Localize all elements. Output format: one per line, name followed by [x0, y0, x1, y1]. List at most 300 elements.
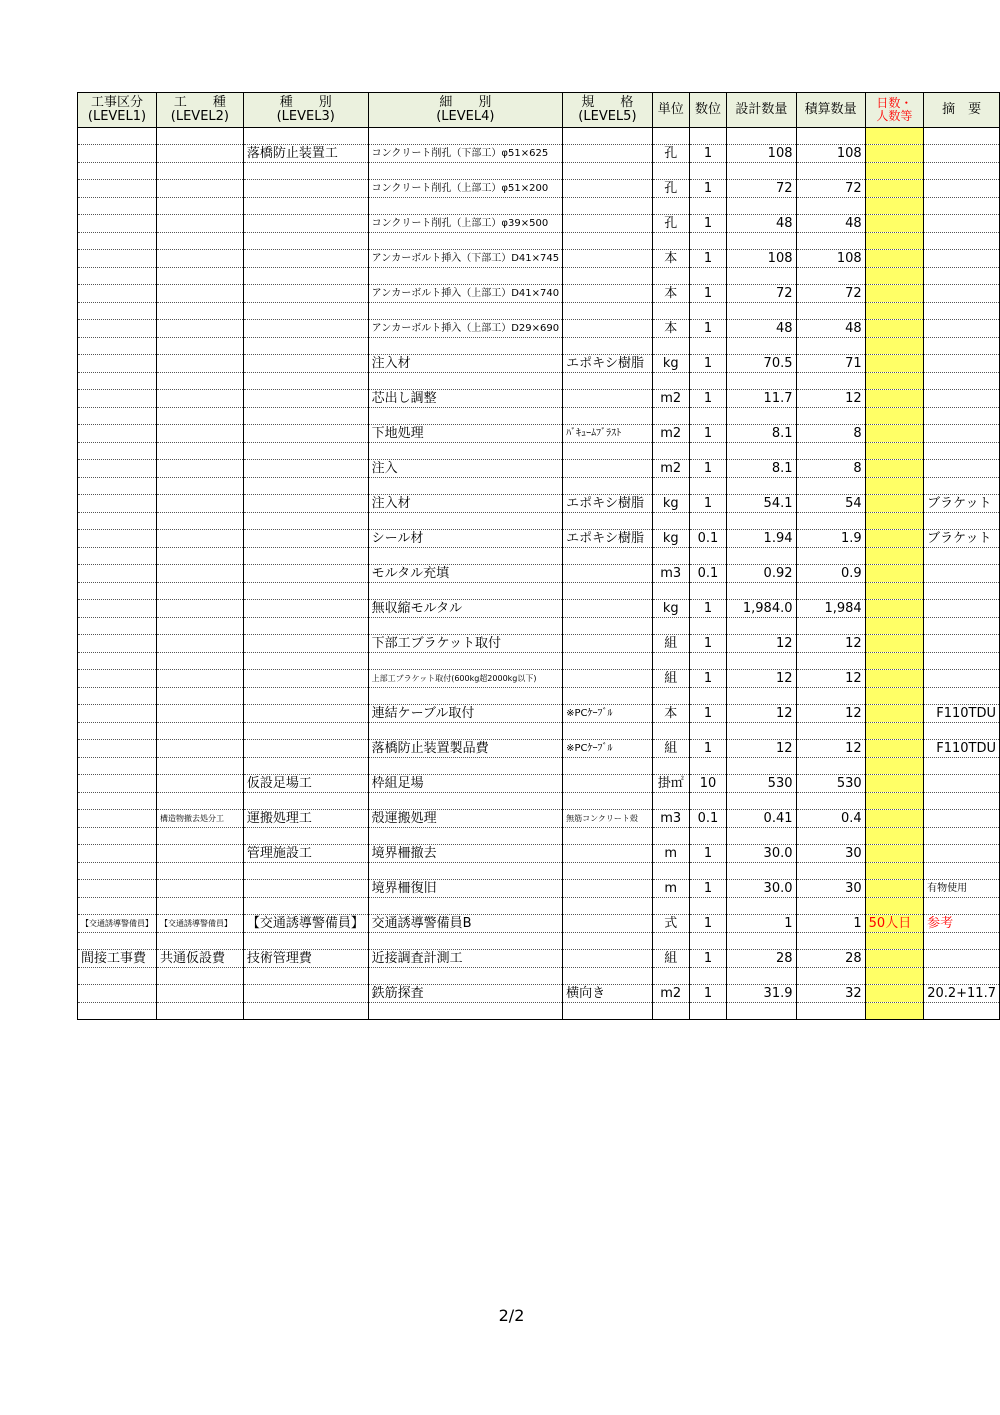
cell-l4: 芯出し調整 — [368, 390, 563, 408]
cell-days — [865, 460, 924, 478]
cell-l2 — [157, 355, 244, 373]
cell-num: 1 — [689, 670, 727, 688]
cell-days — [865, 250, 924, 268]
cell-note: 参考 — [924, 915, 1000, 933]
spacer-row — [78, 758, 1000, 775]
spacer-row — [78, 303, 1000, 320]
cell-l5 — [563, 775, 653, 793]
spacer-row — [78, 688, 1000, 705]
cell-l1 — [78, 705, 157, 723]
cell-l1 — [78, 880, 157, 898]
cell-l3 — [243, 250, 368, 268]
cell-l5: 無筋コンクリート殻 — [563, 810, 653, 828]
cell-unit: 式 — [652, 915, 689, 933]
cell-design: 30.0 — [727, 845, 796, 863]
cell-l4: 下部工ブラケット取付 — [368, 635, 563, 653]
cell-note — [924, 670, 1000, 688]
cell-l5: エポキシ樹脂 — [563, 355, 653, 373]
cell-days — [865, 565, 924, 583]
cell-unit: 組 — [652, 740, 689, 758]
cell-l2 — [157, 215, 244, 233]
cell-unit: 本 — [652, 320, 689, 338]
cell-design: 12 — [727, 670, 796, 688]
cell-l2: 構造物撤去処分工 — [157, 810, 244, 828]
cell-l2 — [157, 565, 244, 583]
cell-l4: 注入材 — [368, 495, 563, 513]
cell-est: 12 — [796, 670, 865, 688]
cell-days — [865, 180, 924, 198]
cell-l4: 連結ケーブル取付 — [368, 705, 563, 723]
cell-l1 — [78, 215, 157, 233]
header-row — [78, 93, 1000, 128]
table-row — [78, 390, 1000, 408]
cell-unit: 組 — [652, 670, 689, 688]
table-row — [78, 915, 1000, 933]
cell-num: 1 — [689, 705, 727, 723]
table-row — [78, 530, 1000, 548]
cell-note — [924, 810, 1000, 828]
header-level5: 規 格 (LEVEL5) — [563, 93, 653, 128]
cell-days: 50人日 — [865, 915, 924, 933]
cell-days — [865, 600, 924, 618]
table-row — [78, 565, 1000, 583]
cell-est: 108 — [796, 145, 865, 163]
cell-design: 12 — [727, 740, 796, 758]
cell-l2 — [157, 985, 244, 1003]
cell-num: 1 — [689, 985, 727, 1003]
table-row — [78, 950, 1000, 968]
cell-l3 — [243, 985, 368, 1003]
cell-note — [924, 320, 1000, 338]
cell-l1 — [78, 600, 157, 618]
cell-note — [924, 390, 1000, 408]
cell-l4: コンクリート削孔（下部工）φ51×625 — [368, 145, 563, 163]
cell-design: 54.1 — [727, 495, 796, 513]
cell-est: 71 — [796, 355, 865, 373]
cell-num: 1 — [689, 880, 727, 898]
cell-num: 1 — [689, 355, 727, 373]
cell-l1 — [78, 320, 157, 338]
cell-unit: 本 — [652, 285, 689, 303]
cell-l1: 【交通誘導警備員】 — [78, 915, 157, 933]
cell-l2 — [157, 775, 244, 793]
cell-l1: 間接工事費 — [78, 950, 157, 968]
cell-num: 1 — [689, 390, 727, 408]
cell-days — [865, 985, 924, 1003]
cell-l3 — [243, 635, 368, 653]
cell-days — [865, 285, 924, 303]
cell-days — [865, 670, 924, 688]
cell-design: 12 — [727, 635, 796, 653]
cell-days — [865, 215, 924, 233]
cell-note: ブラケット — [924, 530, 1000, 548]
cell-note — [924, 355, 1000, 373]
cell-design: 70.5 — [727, 355, 796, 373]
cell-num: 1 — [689, 285, 727, 303]
cell-l2 — [157, 740, 244, 758]
table-row — [78, 180, 1000, 198]
cell-l3 — [243, 495, 368, 513]
table-row — [78, 705, 1000, 723]
cell-l5 — [563, 180, 653, 198]
header-note: 摘 要 — [924, 93, 1000, 128]
cell-est: 72 — [796, 285, 865, 303]
cell-unit: 孔 — [652, 145, 689, 163]
table-row — [78, 775, 1000, 793]
spacer-row — [78, 233, 1000, 250]
cell-l1 — [78, 495, 157, 513]
cell-num: 1 — [689, 215, 727, 233]
spacer-row — [78, 723, 1000, 740]
cell-l2 — [157, 250, 244, 268]
cell-l5 — [563, 915, 653, 933]
cell-l5: ﾊﾞｷｭｰﾑﾌﾞﾗｽﾄ — [563, 425, 653, 443]
cell-l1 — [78, 180, 157, 198]
cell-l5 — [563, 635, 653, 653]
cell-l4: 注入材 — [368, 355, 563, 373]
cell-num: 0.1 — [689, 810, 727, 828]
cell-l2 — [157, 670, 244, 688]
cell-est: 48 — [796, 215, 865, 233]
cell-num: 1 — [689, 495, 727, 513]
cell-num: 1 — [689, 250, 727, 268]
cell-l2 — [157, 495, 244, 513]
cell-l4: 鉄筋探査 — [368, 985, 563, 1003]
table-row — [78, 985, 1000, 1003]
cell-l5: エポキシ樹脂 — [563, 530, 653, 548]
table-row — [78, 810, 1000, 828]
cell-note — [924, 775, 1000, 793]
cell-design: 1,984.0 — [727, 600, 796, 618]
cell-days — [865, 320, 924, 338]
table-body — [78, 128, 1000, 1020]
header-unit: 単位 — [652, 93, 689, 128]
cell-unit: 孔 — [652, 180, 689, 198]
cell-num: 10 — [689, 775, 727, 793]
cell-design: 48 — [727, 215, 796, 233]
table-row — [78, 845, 1000, 863]
cell-l1 — [78, 145, 157, 163]
cell-l3: 技術管理費 — [243, 950, 368, 968]
cell-days — [865, 425, 924, 443]
cell-l3 — [243, 880, 368, 898]
cell-est: 54 — [796, 495, 865, 513]
header-days: 日数・ 人数等 — [865, 93, 924, 128]
cell-l2 — [157, 600, 244, 618]
cell-days — [865, 530, 924, 548]
cell-l3 — [243, 285, 368, 303]
cell-l5: ※PCｹｰﾌﾞﾙ — [563, 740, 653, 758]
cell-unit: m3 — [652, 565, 689, 583]
cell-unit: m2 — [652, 390, 689, 408]
cell-unit: m2 — [652, 985, 689, 1003]
cell-l4: 近接調査計測工 — [368, 950, 563, 968]
spacer-row — [78, 828, 1000, 845]
cell-est: 530 — [796, 775, 865, 793]
cell-l4: コンクリート削孔（上部工）φ51×200 — [368, 180, 563, 198]
cell-est: 48 — [796, 320, 865, 338]
spacer-row — [78, 408, 1000, 425]
cell-est: 32 — [796, 985, 865, 1003]
cell-l2: 【交通誘導警備員】 — [157, 915, 244, 933]
cell-l4: 注入 — [368, 460, 563, 478]
cell-l1 — [78, 810, 157, 828]
spacer-row — [78, 163, 1000, 180]
cell-design: 30.0 — [727, 880, 796, 898]
cell-l2 — [157, 390, 244, 408]
cell-l2 — [157, 530, 244, 548]
spacer-row — [78, 443, 1000, 460]
cell-design: 72 — [727, 285, 796, 303]
quantity-table — [77, 92, 1000, 1020]
cell-l4: アンカーボルト挿入（上部工）D29×690 — [368, 320, 563, 338]
cell-est: 28 — [796, 950, 865, 968]
cell-est: 30 — [796, 880, 865, 898]
cell-l5 — [563, 285, 653, 303]
cell-l4: 殻運搬処理 — [368, 810, 563, 828]
cell-l5 — [563, 600, 653, 618]
cell-num: 1 — [689, 145, 727, 163]
header-est-qty: 積算数量 — [796, 93, 865, 128]
spacer-row — [78, 548, 1000, 565]
cell-note: F110TDU — [924, 740, 1000, 758]
cell-l3: 運搬処理工 — [243, 810, 368, 828]
cell-design: 72 — [727, 180, 796, 198]
page-number: 2/2 — [498, 1306, 525, 1325]
cell-l5 — [563, 145, 653, 163]
table-row — [78, 635, 1000, 653]
cell-l5 — [563, 215, 653, 233]
cell-num: 1 — [689, 740, 727, 758]
cell-l3 — [243, 320, 368, 338]
cell-l3 — [243, 215, 368, 233]
cell-est: 12 — [796, 740, 865, 758]
cell-l1 — [78, 565, 157, 583]
cell-l5 — [563, 880, 653, 898]
cell-l2: 共通仮設費 — [157, 950, 244, 968]
table-row — [78, 740, 1000, 758]
cell-days — [865, 775, 924, 793]
cell-design: 8.1 — [727, 460, 796, 478]
cell-note — [924, 950, 1000, 968]
cell-num: 1 — [689, 425, 727, 443]
cell-l1 — [78, 285, 157, 303]
cell-l1 — [78, 390, 157, 408]
cell-num: 1 — [689, 950, 727, 968]
cell-unit: 孔 — [652, 215, 689, 233]
cell-unit: kg — [652, 495, 689, 513]
table-row — [78, 495, 1000, 513]
cell-l3 — [243, 670, 368, 688]
cell-l4: モルタル充填 — [368, 565, 563, 583]
cell-l1 — [78, 460, 157, 478]
table-row — [78, 880, 1000, 898]
cell-l1 — [78, 670, 157, 688]
cell-design: 530 — [727, 775, 796, 793]
cell-note — [924, 460, 1000, 478]
cell-note — [924, 425, 1000, 443]
table-row — [78, 355, 1000, 373]
cell-est: 0.4 — [796, 810, 865, 828]
cell-l2 — [157, 845, 244, 863]
cell-l5 — [563, 950, 653, 968]
cell-l4: 交通誘導警備員B — [368, 915, 563, 933]
cell-l4: コンクリート削孔（上部工）φ39×500 — [368, 215, 563, 233]
header-num: 数位 — [689, 93, 727, 128]
cell-unit: m3 — [652, 810, 689, 828]
cell-l5: ※PCｹｰﾌﾞﾙ — [563, 705, 653, 723]
header-level1: 工事区分 (LEVEL1) — [78, 93, 157, 128]
cell-l2 — [157, 425, 244, 443]
cell-design: 108 — [727, 145, 796, 163]
cell-l4: 境界柵復旧 — [368, 880, 563, 898]
cell-design: 48 — [727, 320, 796, 338]
cell-num: 1 — [689, 180, 727, 198]
cell-est: 0.9 — [796, 565, 865, 583]
cell-days — [865, 740, 924, 758]
cell-unit: 組 — [652, 950, 689, 968]
cell-num: 0.1 — [689, 530, 727, 548]
spacer-row — [78, 618, 1000, 635]
cell-note — [924, 145, 1000, 163]
cell-l2 — [157, 460, 244, 478]
cell-l5 — [563, 390, 653, 408]
cell-l4: 無収縮モルタル — [368, 600, 563, 618]
cell-num: 1 — [689, 600, 727, 618]
table-row — [78, 250, 1000, 268]
cell-est: 1.9 — [796, 530, 865, 548]
cell-num: 0.1 — [689, 565, 727, 583]
cell-l3 — [243, 565, 368, 583]
spacer-row — [78, 478, 1000, 495]
cell-num: 1 — [689, 915, 727, 933]
cell-note — [924, 565, 1000, 583]
cell-est: 12 — [796, 635, 865, 653]
cell-l4: 落橋防止装置製品費 — [368, 740, 563, 758]
table-row — [78, 600, 1000, 618]
cell-l3: 落橋防止装置工 — [243, 145, 368, 163]
table-row — [78, 215, 1000, 233]
cell-est: 1,984 — [796, 600, 865, 618]
cell-l3 — [243, 460, 368, 478]
cell-days — [865, 950, 924, 968]
cell-l2 — [157, 285, 244, 303]
cell-l5 — [563, 670, 653, 688]
cell-note — [924, 600, 1000, 618]
cell-days — [865, 705, 924, 723]
cell-l3 — [243, 600, 368, 618]
cell-l2 — [157, 880, 244, 898]
cell-design: 1.94 — [727, 530, 796, 548]
cell-design: 1 — [727, 915, 796, 933]
cell-unit: kg — [652, 600, 689, 618]
spacer-row — [78, 513, 1000, 530]
cell-l4: シール材 — [368, 530, 563, 548]
cell-est: 12 — [796, 390, 865, 408]
cell-l3: 管理施設工 — [243, 845, 368, 863]
cell-l1 — [78, 530, 157, 548]
cell-l5: 横向き — [563, 985, 653, 1003]
cell-note — [924, 180, 1000, 198]
cell-days — [865, 845, 924, 863]
cell-note — [924, 285, 1000, 303]
cell-l1 — [78, 985, 157, 1003]
cell-days — [865, 880, 924, 898]
cell-l2 — [157, 180, 244, 198]
cell-note — [924, 845, 1000, 863]
cell-l4: 境界柵撤去 — [368, 845, 563, 863]
table-row — [78, 460, 1000, 478]
cell-est: 72 — [796, 180, 865, 198]
cell-note — [924, 250, 1000, 268]
spacer-row — [78, 863, 1000, 880]
cell-l4: アンカーボルト挿入（上部工）D41×740 — [368, 285, 563, 303]
cell-unit: kg — [652, 355, 689, 373]
cell-l5 — [563, 320, 653, 338]
cell-l3 — [243, 705, 368, 723]
cell-l5 — [563, 460, 653, 478]
cell-unit: 本 — [652, 250, 689, 268]
cell-est: 30 — [796, 845, 865, 863]
header-design-qty: 設計数量 — [727, 93, 796, 128]
cell-est: 12 — [796, 705, 865, 723]
cell-l4: 下地処理 — [368, 425, 563, 443]
cell-l3: 仮設足場工 — [243, 775, 368, 793]
spacer-row — [78, 338, 1000, 355]
cell-note — [924, 635, 1000, 653]
table-row — [78, 670, 1000, 688]
cell-unit: m2 — [652, 460, 689, 478]
cell-est: 1 — [796, 915, 865, 933]
cell-l5 — [563, 845, 653, 863]
cell-l2 — [157, 320, 244, 338]
header-level4: 細 別 (LEVEL4) — [368, 93, 563, 128]
header-level3: 種 別 (LEVEL3) — [243, 93, 368, 128]
cell-design: 12 — [727, 705, 796, 723]
cell-note: F110TDU — [924, 705, 1000, 723]
cell-days — [865, 145, 924, 163]
cell-l5 — [563, 565, 653, 583]
cell-est: 8 — [796, 460, 865, 478]
cell-l3 — [243, 740, 368, 758]
cell-note: ブラケット — [924, 495, 1000, 513]
cell-days — [865, 390, 924, 408]
cell-design: 31.9 — [727, 985, 796, 1003]
cell-l4: 上部工ブラケット取付(600kg超2000kg以下) — [368, 670, 563, 688]
cell-days — [865, 810, 924, 828]
cell-note: 20.2+11.7 — [924, 985, 1000, 1003]
cell-design: 0.41 — [727, 810, 796, 828]
cell-unit: m — [652, 845, 689, 863]
cell-days — [865, 495, 924, 513]
cell-days — [865, 355, 924, 373]
cell-l3 — [243, 530, 368, 548]
header-level2: 工 種 (LEVEL2) — [157, 93, 244, 128]
cell-l2 — [157, 705, 244, 723]
spacer-row — [78, 968, 1000, 985]
cell-design: 28 — [727, 950, 796, 968]
spacer-row — [78, 1003, 1000, 1020]
table-row — [78, 145, 1000, 163]
cell-est: 8 — [796, 425, 865, 443]
cell-unit: kg — [652, 530, 689, 548]
spacer-row — [78, 373, 1000, 390]
cell-l1 — [78, 250, 157, 268]
cell-l4: 枠組足場 — [368, 775, 563, 793]
spacer-row — [78, 933, 1000, 950]
cell-design: 11.7 — [727, 390, 796, 408]
cell-l4: アンカーボルト挿入（下部工）D41×745 — [368, 250, 563, 268]
